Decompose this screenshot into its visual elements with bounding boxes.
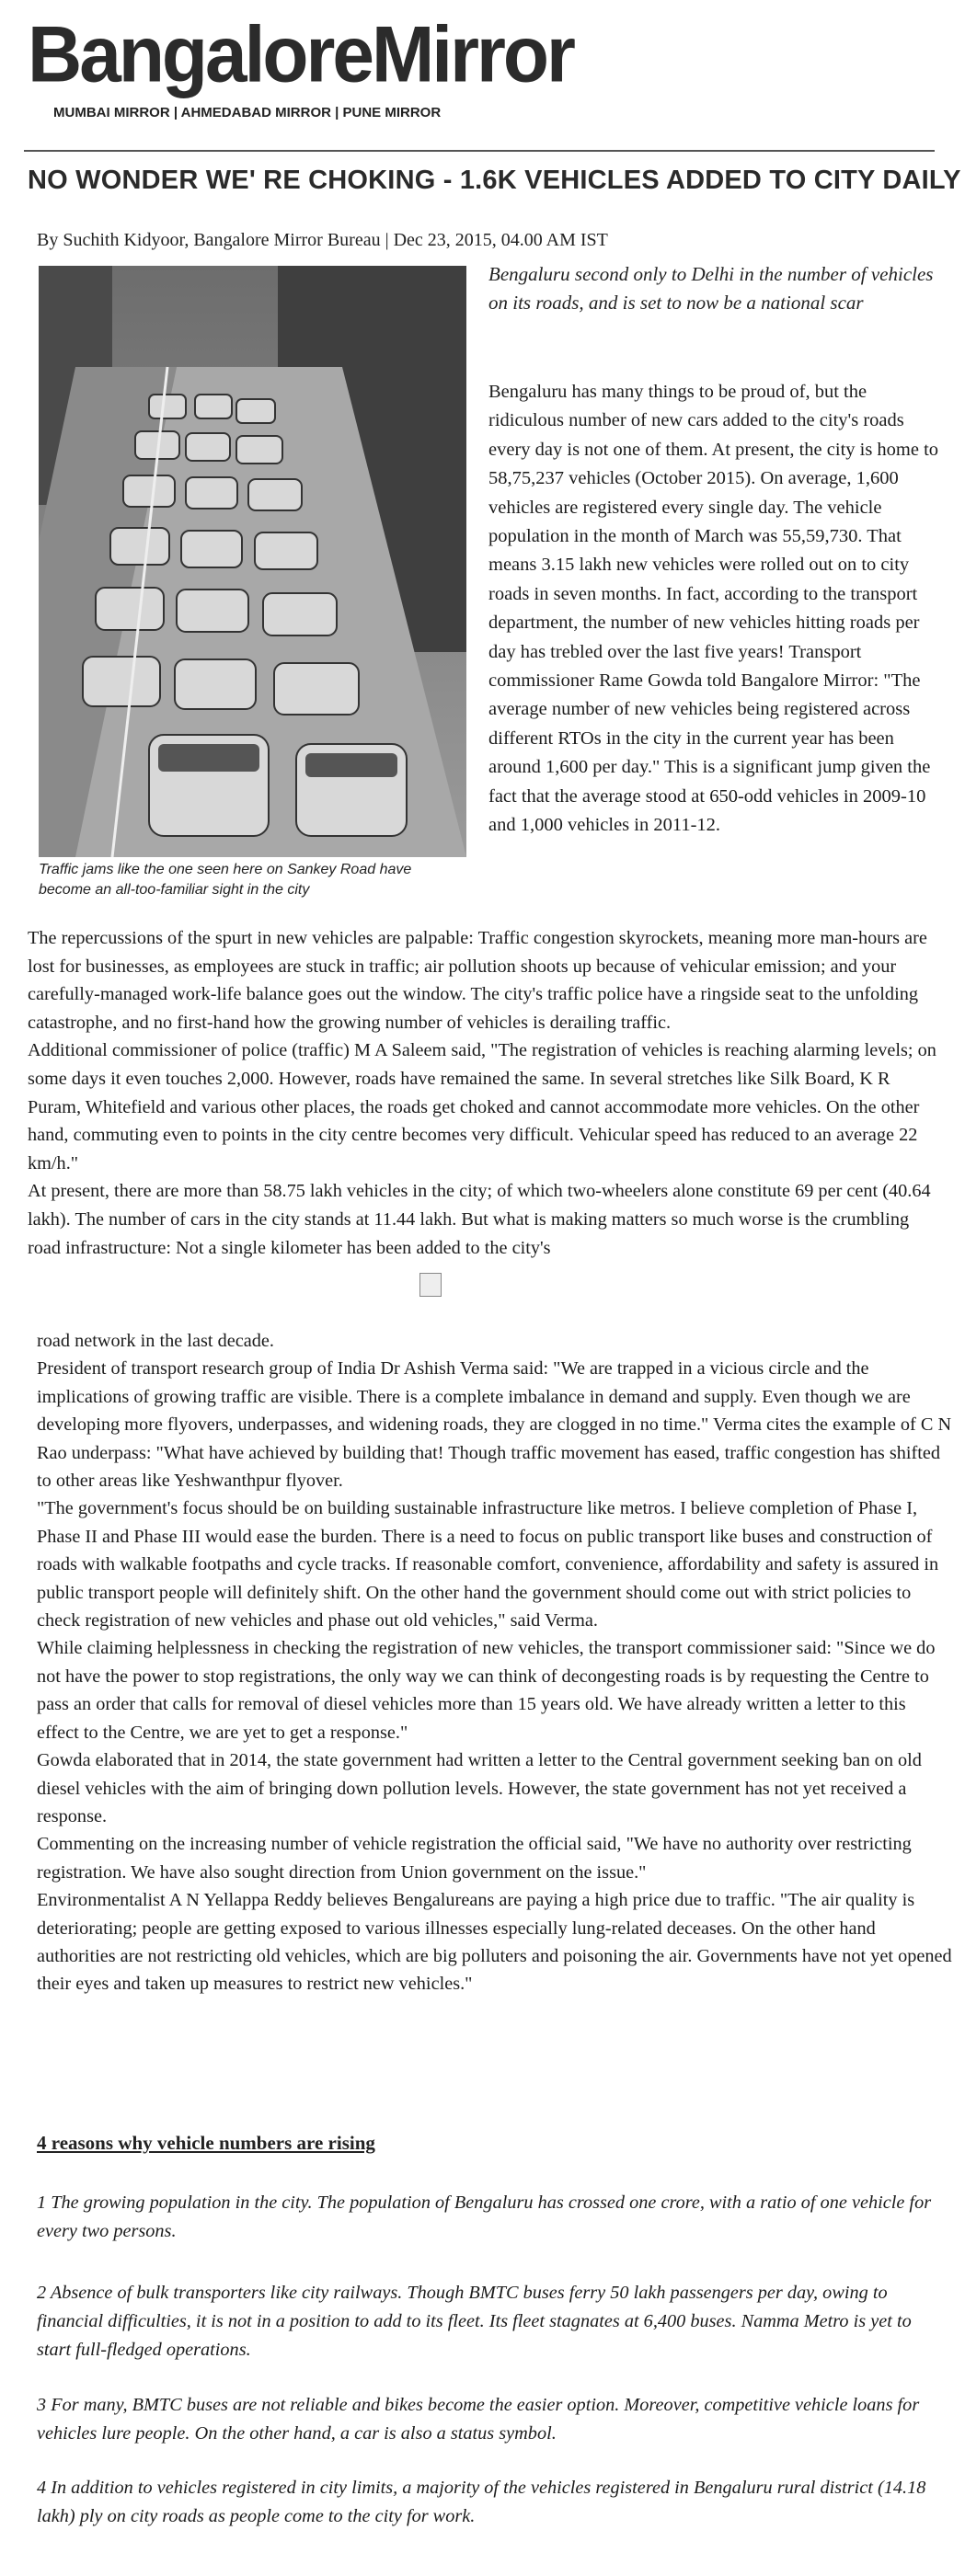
reason-item: 4 In addition to vehicles registered in city limits, a majority of the vehicles registered in Bengaluru rural district (14.18 lakh) ply on city roads as people come to the city for work. xyxy=(37,2478,926,2526)
article-body-bottom xyxy=(37,1327,952,1998)
article-intro xyxy=(488,378,939,841)
article-body-top xyxy=(28,924,943,1262)
paragraph-verma: President of transport research group of India Dr Ashish Verma said: "We are trapped in a vicious circle and the implications of growing traffic are visible. There is a complete imbalance in demand and supply. Even though we are developing more flyovers, underpasses, and widening roads, they are clogged in no time." Verma cites the example of C N Rao underpass: "What have achieved by building that! Though traffic movement has eased, traffic congestion has shifted to other areas like Yeshwanthpur flyover. xyxy=(37,1358,952,1492)
edition-links[interactable]: MUMBAI MIRROR | AHMEDABAD MIRROR | PUNE MIRROR xyxy=(53,105,442,120)
traffic-photo-image xyxy=(39,266,466,857)
traffic-photo xyxy=(39,266,466,857)
paragraph-official: Commenting on the increasing number of vehicle registration the official said, "We have no authority over restricting registration. We have also sought direction from Union government on the issue." xyxy=(37,1834,912,1883)
reason-item: 2 Absence of bulk transporters like city railways. Though BMTC buses ferry 50 lakh passengers per day, owing to financial difficulties, it is not in a position to add to its fleet. Its fleet stagnates at 6,400 buses. Namma Metro is yet to start full-fledged operations. xyxy=(37,2283,912,2360)
article-lead: Bengaluru second only to Delhi in the number of vehicles on its roads, and is set to now be a national scar xyxy=(488,263,934,314)
paragraph-statistics: At present, there are more than 58.75 lakh vehicles in the city; of which two-wheelers alone constitute 69 per cent (40.64 lakh). The number of cars in the city stands at 11.44 lakh. But what is making matters so much worse is the crumbling road infrastructure: Not a single kilometer has been added to the city's xyxy=(28,1181,931,1258)
paragraph-repercussions: The repercussions of the spurt in new vehicles are palpable: Traffic congestion skyrockets, meaning more man-hours are lost for businesses, as employees are stuck in traffic; air pollution shoots up because of vehicular emission; and your carefully-managed work-life balance goes out the window. The city's traffic police have a ringside seat to the unfolding catastrophe, and no first-hand how the growing number of vehicles is derailing traffic. xyxy=(28,928,927,1033)
article-byline: By Suchith Kidyoor, Bangalore Mirror Bureau | Dec 23, 2015, 04.00 AM IST xyxy=(37,230,608,250)
article-headline: NO WONDER WE' RE CHOKING - 1.6K VEHICLES ADDED TO CITY DAILY xyxy=(28,166,961,195)
paragraph-road-network: road network in the last decade. xyxy=(37,1331,274,1351)
scan-artifact xyxy=(419,1273,442,1297)
reason-item: 1 The growing population in the city. The population of Bengaluru has crossed one crore, with a ratio of one vehicle for every two persons. xyxy=(37,2192,932,2241)
paragraph-reddy: Environmentalist A N Yellappa Reddy believes Bengalureans are paying a high price due to traffic. "The air quality is deteriorating; people are getting exposed to various illnesses especially lung-related deceases. On the other hand authorities are not restricting old vehicles, which are big polluters and poisoning the air. Governments have not yet opened their eyes and taken up measures to restrict new vehicles." xyxy=(37,1890,952,1995)
site-logo[interactable]: BangaloreMirror xyxy=(28,10,573,99)
masthead xyxy=(24,9,944,129)
paragraph-commissioner: While claiming helplessness in checking the registration of new vehicles, the transport commissioner said: "Since we do not have the power to stop registrations, the only way we can think of decongesting roads is by requesting the Centre to pass an order that calls for removal of diesel vehicles more than 15 years old. We have already written a letter to this effect to the Centre, we are yet to get a response." xyxy=(37,1638,936,1743)
paragraph-gowda: Gowda elaborated that in 2014, the state government had written a letter to the Central government seeking ban on old diesel vehicles with the aim of bringing down pollution levels. However, the state government has not yet received a response. xyxy=(37,1750,922,1826)
intro-paragraph: Bengaluru has many things to be proud of, but the ridiculous number of new cars added to the city's roads every day is not one of them. At present, the city is home to 58,75,237 vehicles (October 2015). On average, 1,600 vehicles are registered every single day. The vehicle population in the month of March was 55,59,730. That means 3.15 lakh new vehicles were rolled out on to city roads in seven months. In fact, according to the transport department, the number of new vehicles hitting roads per day has trebled over the last five years! Transport commissioner Rame Gowda told Bangalore Mirror: "The average number of new vehicles being registered across different RTOs in the city in the current year has been around 1,600 per day." This is a significant jump given the fact that the average stood at 650-odd vehicles in 2009-10 and 1,000 vehicles in 2011-12. xyxy=(488,382,939,836)
header-rule xyxy=(24,150,935,152)
reasons-heading: 4 reasons why vehicle numbers are rising xyxy=(37,2132,375,2154)
paragraph-verma-quote: "The government's focus should be on building sustainable infrastructure like metros. I believe completion of Phase I, Phase II and Phase III would ease the burden. There is a need to focus on public transport like buses and construction of roads with walkable footpaths and cycle tracks. If reasonable comfort, convenience, affordability and safety is assured in public transport people will definitely shift. On the other hand the government should come out with strict policies to check registration of new vehicles and phase out old vehicles," said Verma. xyxy=(37,1498,939,1631)
reason-item: 3 For many, BMTC buses are not reliable and bikes become the easier option. Moreover, competitive vehicle loans for vehicles lure people. On the other hand, a car is also a status symbol. xyxy=(37,2395,920,2444)
photo-caption: Traffic jams like the one seen here on Sankey Road have become an all-too-familiar sight in the city xyxy=(39,862,412,898)
paragraph-saleem: Additional commissioner of police (traffic) M A Saleem said, "The registration of vehicles is reaching alarming levels; on some days it even touches 2,000. However, roads have remained the same. In several stretches like Silk Board, K R Puram, Whitefield and various other places, the roads get choked and cannot accommodate more vehicles. On the other hand, commuting even to points in the city centre becomes very difficult. Vehicular speed has reduced to an average 22 km/h." xyxy=(28,1040,936,1174)
